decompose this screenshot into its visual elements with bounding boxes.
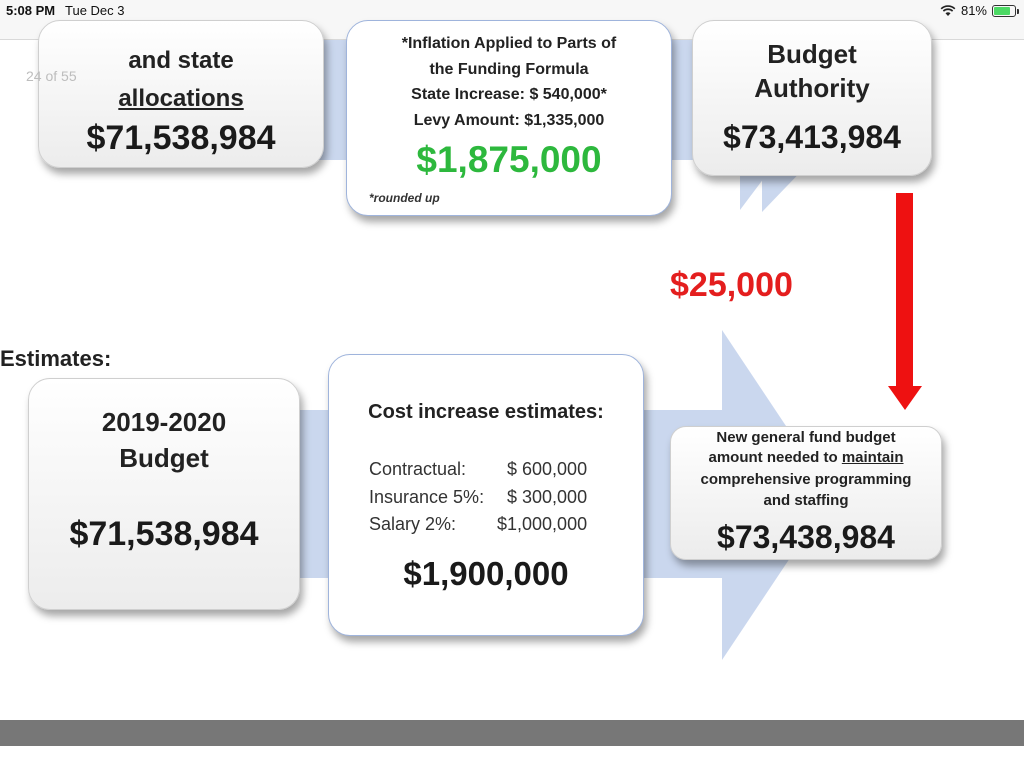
bottom-left-box (28, 378, 300, 610)
top-middle-amount: $1,875,000 (416, 139, 602, 180)
top-right-box (692, 20, 932, 176)
top-middle-line3: State Increase: $ 540,000* (411, 86, 607, 103)
top-middle-line2: the Funding Formula (429, 61, 589, 78)
new-budget-amount: $73,438,984 (717, 519, 895, 555)
cost-estimates-title: Cost increase estimates: (368, 401, 604, 423)
top-left-box (38, 20, 324, 168)
rounded-up-note: *rounded up (369, 191, 440, 205)
bottom-right-box (670, 426, 942, 560)
top-middle-line1: *Inflation Applied to Parts of (401, 35, 617, 52)
top-left-line2: allocations (118, 85, 244, 112)
status-time: 5:08 PM (6, 3, 56, 18)
bottom-toolbar (0, 720, 1024, 746)
top-middle-box (346, 20, 672, 216)
maintain-word: maintain (841, 449, 904, 466)
red-down-arrow-icon (888, 386, 922, 410)
top-right-line2: Authority (754, 73, 870, 103)
new-budget-line2-text: amount needed to (708, 449, 842, 466)
new-budget-line4: and staffing (763, 492, 849, 509)
wifi-icon (940, 5, 956, 17)
bottom-middle-box (328, 354, 644, 636)
cost-total-amount: $1,900,000 (403, 555, 569, 592)
battery-icon (992, 5, 1016, 17)
top-left-line1: and state (128, 47, 234, 74)
top-middle-line4: Levy Amount: $1,335,000 (413, 112, 605, 129)
cost-row-1-value: $ 600,000 (507, 459, 588, 479)
top-right-amount: $73,413,984 (723, 119, 901, 155)
battery-tip (1017, 9, 1019, 14)
status-date: Tue Dec 3 (65, 3, 125, 18)
top-right-line1: Budget (767, 39, 857, 69)
cost-row-1-label: Contractual: (369, 459, 467, 479)
battery-level (994, 7, 1010, 15)
bottom-left-line2: Budget (119, 443, 209, 473)
cost-row-2-label: Insurance 5%: (369, 487, 485, 507)
new-budget-line3: comprehensive programming (700, 471, 912, 488)
status-right (940, 3, 1016, 18)
bottom-left-amount: $71,538,984 (69, 515, 259, 553)
page-counter: 24 of 55 (26, 68, 77, 84)
estimates-label: Estimates: (0, 346, 112, 371)
battery-percent: 81% (960, 3, 987, 18)
difference-amount: $25,000 (670, 266, 793, 304)
bottom-left-line1: 2019-2020 (101, 407, 227, 437)
new-budget-line1: New general fund budget (716, 429, 896, 446)
new-budget-line2 (671, 449, 941, 466)
cost-row-2-value: $ 300,000 (507, 487, 588, 507)
cost-row-3-value: $1,000,000 (497, 514, 588, 534)
top-left-amount: $71,538,984 (86, 119, 276, 157)
red-arrow-shaft (896, 193, 913, 388)
cost-row-3-label: Salary 2%: (369, 514, 457, 534)
